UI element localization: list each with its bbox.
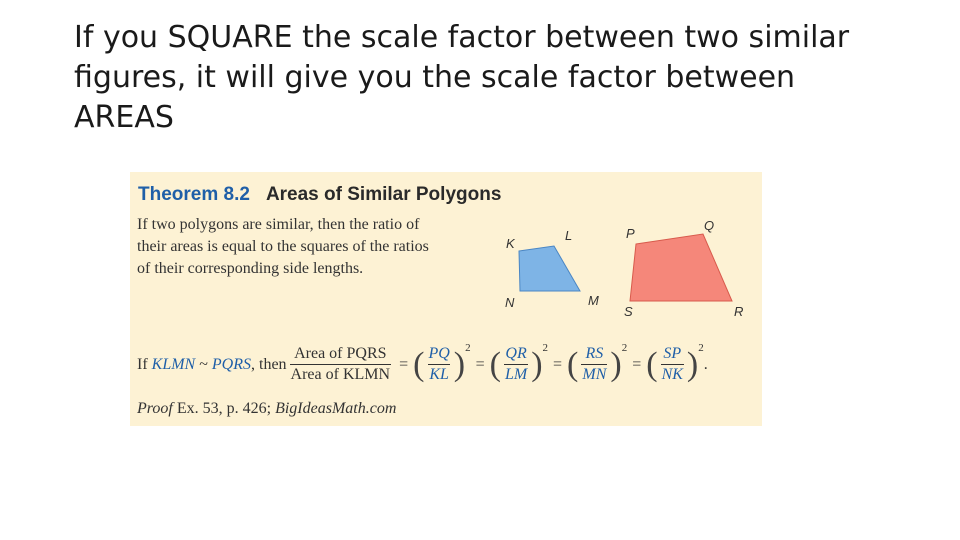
theorem-heading (138, 184, 501, 206)
ratio-squared: ( $\frac{SP}{NK}$ ) 2 (646, 342, 704, 383)
equals-sign: = (632, 355, 642, 373)
polygon-pqrs (630, 234, 732, 301)
vertex-label-s: S (624, 304, 633, 319)
ratio-numerator: PQ (428, 345, 450, 362)
vertex-label-r: R (734, 304, 744, 319)
ratio-squared: ( $\frac{PQ}{KL}$ ) 2 (413, 342, 471, 383)
vertex-label-n: N (505, 295, 515, 310)
equals-sign: = (553, 355, 563, 373)
area-denominator: Area of KLMN (290, 366, 391, 383)
exponent: 2 (698, 342, 704, 354)
ratio-denominator: LM (504, 366, 528, 383)
ratio-denominator: NK (661, 366, 683, 383)
vertex-label-q: Q (704, 218, 715, 233)
ratio-numerator: SP (663, 345, 682, 362)
equals-sign: = (475, 355, 485, 373)
ratio-denominator: MN (582, 366, 607, 383)
formula-then: , then (251, 355, 287, 373)
ratio-squared: ( $\frac{QR}{LM}$ ) 2 (489, 342, 549, 383)
proof-text: Ex. 53, p. 426; (176, 400, 272, 417)
polygons-svg (500, 212, 762, 362)
ratio-squared: ( $\frac{RS}{MN}$ ) 2 (567, 342, 628, 383)
theorem-number: Theorem 8.2 (138, 184, 250, 205)
proof-label: Proof (137, 400, 173, 417)
area-ratio-formula (137, 344, 708, 385)
ratio-numerator: RS (585, 345, 604, 362)
slide-title: If you SQUARE the scale factor between two similar figures, it will give you the scale factor between AREAS (74, 20, 850, 135)
vertex-label-k: K (506, 236, 515, 251)
area-fraction (290, 344, 392, 385)
polygon-klmn (519, 246, 580, 291)
vertex-label-l: L (565, 228, 573, 243)
proof-site: BigIdeasMath.com (275, 400, 397, 417)
exponent: 2 (621, 342, 628, 354)
equals-sign: = (399, 355, 409, 373)
vertex-label-m: M (588, 293, 599, 308)
theorem-name: Areas of Similar Polygons (265, 184, 502, 205)
similar-polygons-figure (500, 212, 762, 362)
theorem-box (130, 172, 762, 426)
formula-small-name: KLMN (151, 355, 196, 373)
formula-if: If (137, 355, 148, 373)
vertex-label-p: P (626, 226, 635, 241)
similar-symbol: ~ (199, 355, 208, 373)
exponent: 2 (542, 342, 549, 354)
proof-reference (137, 400, 396, 418)
statement-line: their areas is equal to the squares of the ratios (137, 238, 429, 255)
theorem-statement (137, 214, 507, 280)
area-numerator: Area of PQRS (294, 345, 387, 362)
formula-large-name: PQRS (211, 355, 251, 373)
formula-period: . (703, 355, 708, 373)
ratio-numerator: QR (505, 345, 527, 362)
statement-line: If two polygons are similar, then the ratio of (137, 216, 420, 233)
exponent: 2 (465, 342, 471, 354)
ratio-denominator: KL (429, 366, 449, 383)
statement-line: of their corresponding side lengths. (137, 260, 364, 277)
